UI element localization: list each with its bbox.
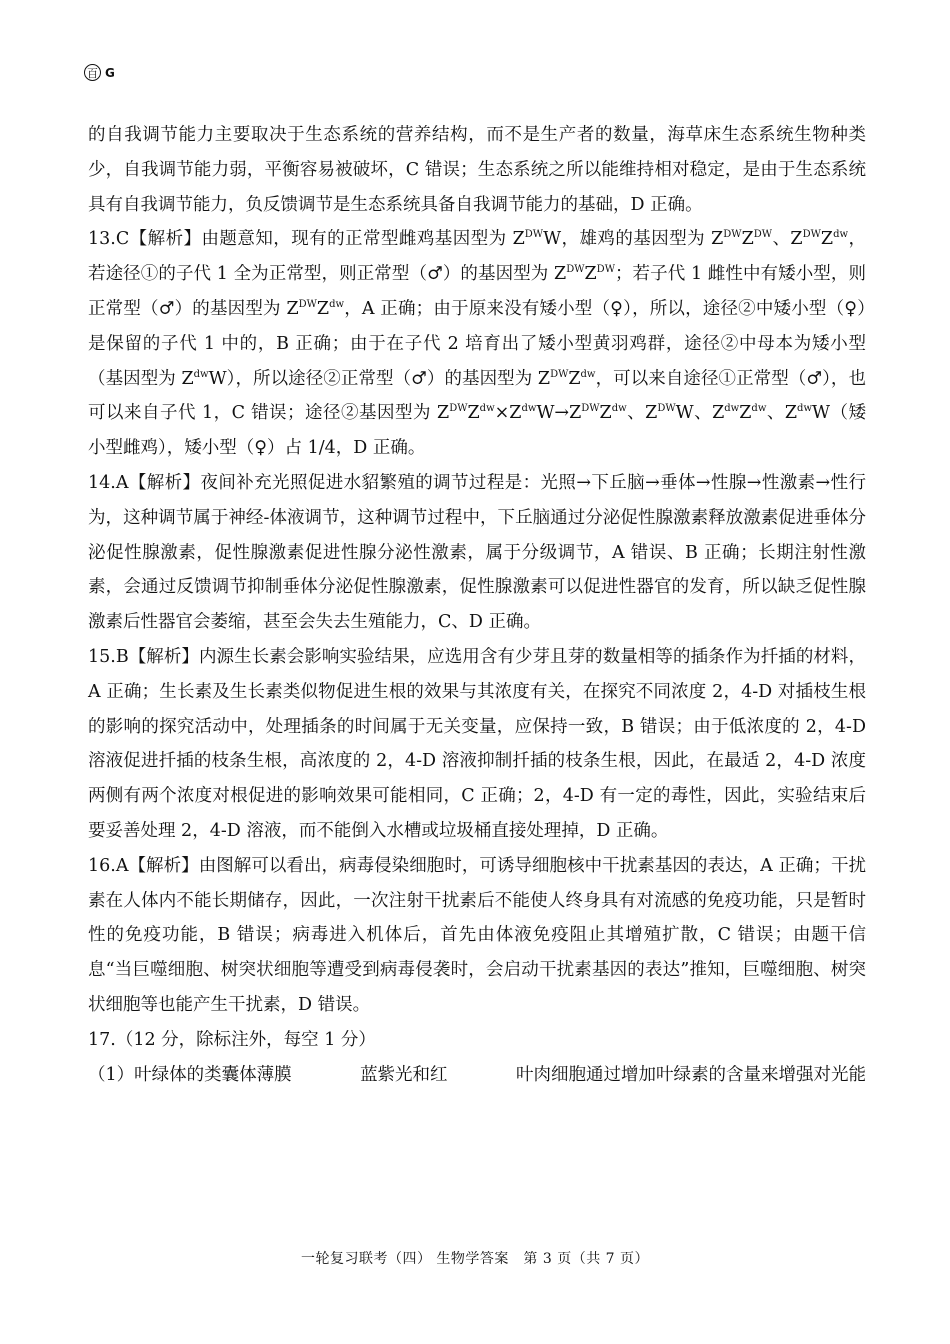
answer-content [88,118,866,1092]
q13-head: 13.C【解析】 [88,229,202,250]
logo-circle-icon: 百 [84,64,101,81]
q16-explanation: 16.A【解析】由图解可以看出，病毒侵染细胞时，可诱导细胞核中干扰素基因的表达，A 正确；干扰素在人体内不能长期储存，因此，一次注射干扰素后不能使人终身具有对流感的免疫功能，只是暂时性的免疫功能，B 错误；病毒进入机体后，首先由体液免疫阻止其增殖扩散，C 错误；由题干信息“当巨噬细胞、树突状细胞等遭受到病毒侵袭时，会启动干扰素基因的表达”推知，巨噬细胞、树突状细胞等也能产生干扰素，D 错误。 [88,855,866,1015]
q16-head: 16.A【解析】 [88,855,199,876]
q14-explanation: 14.A【解析】夜间补充光照促进水貂繁殖的调节过程是：光照→下丘脑→垂体→性腺→性激素→性行为，这种调节属于神经-体液调节，这种调节过程中，下丘脑通过分泌促性腺激素释放激素促进垂体分泌促性腺激素，促性腺激素促进性腺分泌性激素，属于分级调节，A 错误、B 正确；长期注射性激素，会通过反馈调节抑制垂体分泌促性腺激素，促性腺激素可以促进性器官的发育，所以缺乏促性腺激素后性器官会萎缩，甚至会失去生殖能力，C、D 正确。 [88,472,866,633]
brand-logo [84,64,115,81]
q15-head: 15.B【解析】 [88,646,199,667]
q13-explanation: 13.C【解析】由题意知，现有的正常型雌鸡基因型为 $Z^{DW}W$，雄鸡的基因型为 $Z^{DW}Z^{DW}$、$Z^{DW}Z^{dw}$，若途径①的子代 1 全为正常型，则正常型（♂）的基因型为 $Z^{DW}Z^{DW}$；若子代 1 雌性中有矮小型，则正常型（♂）的基因型为 $Z^{DW}Z^{dw}$，A 正确；由于原来没有矮小型（♀），所以，途径②中矮小型（♀）是保留的子代 1 中的，B 正确；由于在子代 2 培育出了矮小型黄羽鸡群，途径②中母本为矮小型（基因型为 $Z^{dw}W$），所以途径②正常型（♂）的基因型为 $Z^{DW}Z^{dw}$，可以来自途径①正常型（♂），也可以来自子代 1，C 错误；途径②基因型为 $Z^{DW}Z^{dw}\times Z^{dw}W\to Z^{DW}Z^{dw}$、$Z^{DW}W$、$Z^{dw}Z^{dw}$、$Z^{dw}W$（矮小型雌鸡），矮小型（♀）占 1/4，D 正确。 [88,229,866,459]
q14-head: 14.A【解析】 [88,472,201,493]
logo-letter: G [105,65,115,80]
q17-answer-1: （1）叶绿体的类囊体薄膜 蓝紫光和红 叶肉细胞通过增加叶绿素的含量来增强对光能 [88,1064,866,1085]
page-footer: 一轮复习联考（四） 生物学答案 第 3 页（共 7 页） [300,1251,650,1267]
q12-continuation: 的自我调节能力主要取决于生态系统的营养结构，而不是生产者的数量，海草床生态系统生物种类少，自我调节能力弱，平衡容易被破坏，C 错误；生态系统之所以能维持相对稳定，是由于生态系统具有自我调节能力，负反馈调节是生态系统具备自我调节能力的基础，D 正确。 [88,125,866,215]
q15-explanation: 15.B【解析】内源生长素会影响实验结果，应选用含有少芽且芽的数量相等的插条作为扦插的材料，A 正确；生长素及生长素类似物促进生根的效果与其浓度有关，在探究不同浓度 2，4-D 对插枝生根的影响的探究活动中，处理插条的时间属于无关变量，应保持一致，B 错误；由于低浓度的 2，4-D 溶液促进扦插的枝条生根，高浓度的 2，4-D 溶液抑制扦插的枝条生根，因此，在最适 2，4-D 浓度两侧有两个浓度对根促进的影响效果可能相同，C 正确；2，4-D 有一定的毒性，因此，实验结束后要妥善处理 2，4-D 溶液，而不能倒入水槽或垃圾桶直接处理掉，D 正确。 [88,646,866,841]
q17-heading: 17.（12 分，除标注外，每空 1 分） [88,1029,376,1050]
